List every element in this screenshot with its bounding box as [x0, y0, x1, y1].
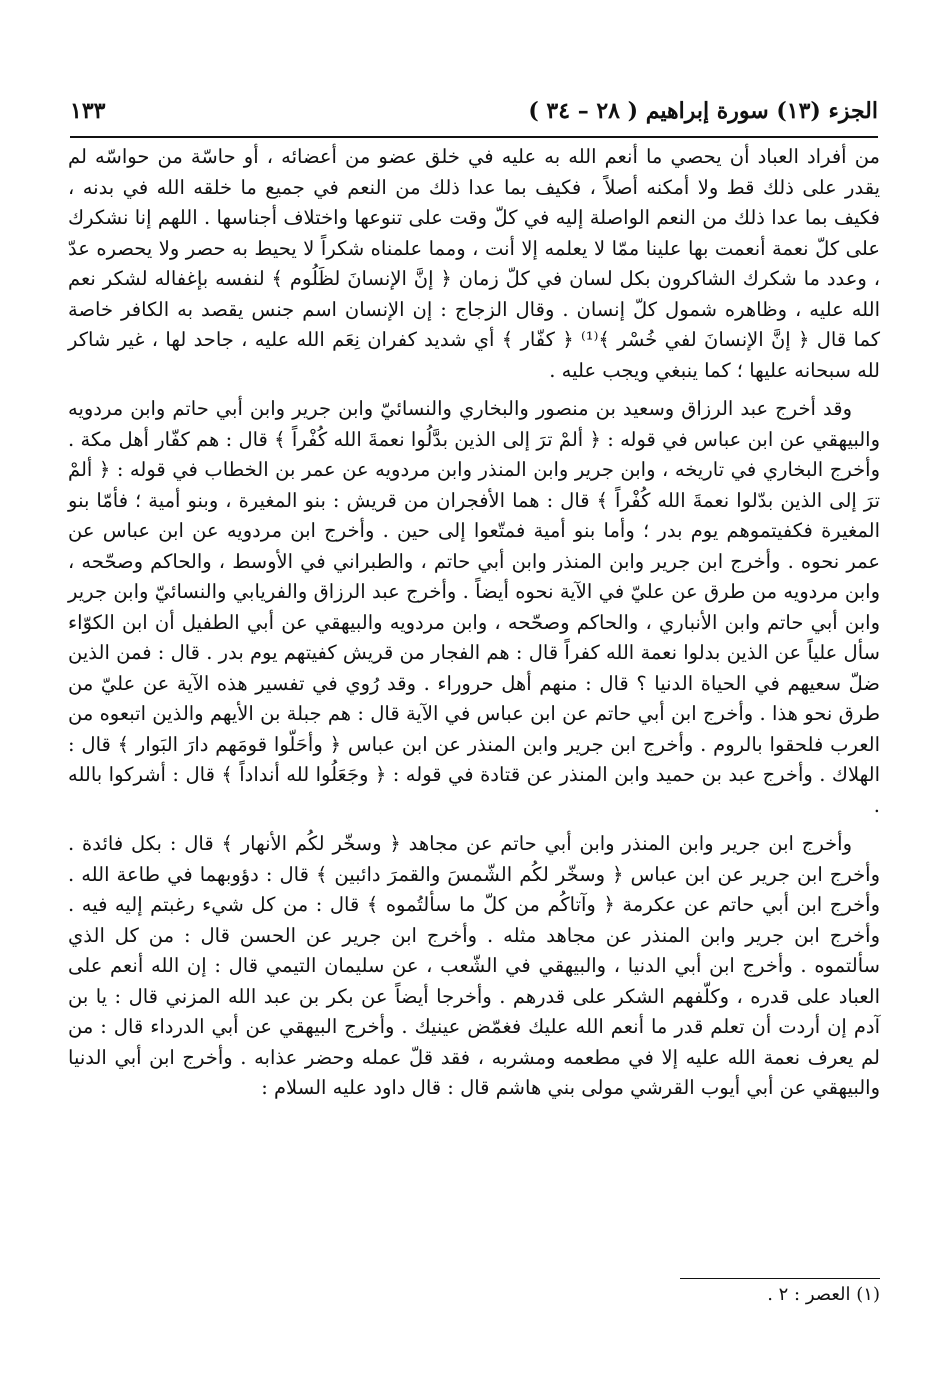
- footnote-divider: [680, 1278, 880, 1279]
- paragraph-3: وأخرج ابن جرير وابن المنذر وابن أبي حاتم عن مجاهد ﴿ وسخّر لكُم الأنهار ﴾ قال : بكل فائدة . وأخرج ابن جرير عن ابن عباس ﴿ وسخّر لكُم الشّمسَ والقمرَ دائبين ﴾ قال : دؤوبهما في طاعة الله . وأخرج ابن أبي حاتم عن عكرمة ﴿ وآتاكُم من كلّ ما سألتُموه ﴾ قال : من كل شيء رغبتم إليه فيه . وأخرج ابن جرير وابن المنذر عن مجاهد مثله . وأخرج ابن جرير عن الحسن قال : من كل الذي سألتموه . وأخرج ابن أبي الدنيا ، والبيهقي في الشّعب ، عن سليمان التيمي قال : إن الله أنعم على العباد على قدره ، وكلّفهم الشكر على قدرهم . وأخرجا أيضاً عن بكر بن عبد الله المزني قال : يا بن آدم إن أردت أن تعلم قدر ما أنعم الله عليك فغمّض عينيك . وأخرج البيهقي عن أبي الدرداء قال : من لم يعرف نعمة الله عليه إلا في مطعمه ومشربه ، فقد قلّ عمله وحضر عذابه . وأخرج ابن أبي الدنيا والبيهقي عن أبي أيوب القرشي مولى بني هاشم قال : قال داود عليه السلام :: [68, 832, 880, 1099]
- paragraph-2: وقد أخرج عبد الرزاق وسعيد بن منصور والبخاري والنسائيّ وابن جرير وابن أبي حاتم وابن مردويه والبيهقي عن ابن عباس في قوله : ﴿ ألمْ ترَ إلى الذين بدَّلُوا نعمةَ الله كُفْراً ﴾ قال : هم كفّار أهل مكة . وأخرج البخاري في تاريخه ، وابن جرير وابن المنذر وابن مردويه عن عمر بن الخطاب في قوله : ﴿ ألمْ ترَ إلى الذين بدّلوا نعمةَ الله كُفْراً ﴾ قال : هما الأفجران من قريش : بنو المغيرة ، وبنو أمية ؛ فأمّا بنو المغيرة فكفيتموهم يوم بدر ؛ وأما بنو أمية فمتّعوا إلى حين . وأخرج ابن مردويه عن ابن عباس عن عمر نحوه . وأخرج ابن جرير وابن المنذر وابن أبي حاتم ، والطبراني في الأوسط ، والحاكم وصحّحه ، وابن مردويه من طرق عن عليّ في الآية نحوه أيضاً . وأخرج عبد الرزاق والفريابي والنسائيّ وابن جرير وابن أبي حاتم وابن الأنباري ، والحاكم وصحّحه ، وابن مردويه والبيهقي عن أبي الطفيل أن ابن الكوّاء سأل علياً عن الذين بدلوا نعمة الله كفراً قال : هم الفجار من قريش كفيتهم يوم بدر . قال : فمن الذين ضلّ سعيهم في الحياة الدنيا ؟ قال : منهم أهل حروراء . وقد رُوي في تفسير هذه الآية عن عليّ من طرق نحو هذا . وأخرج ابن أبي حاتم عن ابن عباس في الآية قال : هم جبلة بن الأيهم والذين اتبعوه من العرب فلحقوا بالروم . وأخرج ابن جرير وابن المنذر عن ابن عباس ﴿ وأحَلّوا قومَهم دارَ البَوار ﴾ قال : الهلاك . وأخرج عبد بن حميد وابن المنذر عن قتادة في قوله : ﴿ وجَعَلُوا لله أنداداً ﴾ قال : أشركوا بالله .: [68, 397, 880, 817]
- main-text: [68, 142, 880, 1104]
- footnote: (١) العصر : ٢ .: [767, 1284, 880, 1305]
- header-divider: [70, 136, 878, 138]
- page-number: ١٣٣: [70, 98, 106, 124]
- running-title: الجزء (١٣) سورة إبراهيم ( ٢٨ – ٣٤ ): [528, 98, 878, 124]
- paragraph-1: من أفراد العباد أن يحصي ما أنعم الله به عليه في خلق عضو من أعضائه ، أو حاسّة من حواسّه لم يقدر على ذلك قط ولا أمكنه أصلاً ، فكيف بما عدا ذلك من النعم في جميع ما خلقه الله في بدنه ، فكيف بما عدا ذلك من النعم الواصلة إليه في كلّ وقت على تنوعها واختلاف أجناسها . اللهم إنا نشكرك على كلّ نعمة أنعمت بها علينا ممّا لا يعلمه إلا أنت ، ومما علمناه شكراً لا يحيط به حصر ولا يحصره عدّ ، وعدد ما شكرك الشاكرون بكل لسان في كلّ زمان ﴿ إنَّ الإنسانَ لظَلُوم ﴾ لنفسه بإغفاله لشكر نعم الله عليه ، وظاهره شمول كلّ إنسان . وقال الزجاج : إن الإنسان اسم جنس يقصد به الكافر خاصة كما قال ﴿ إنَّ الإنسانَ لفي خُسْر ﴾⁽¹⁾ ﴿ كفّار ﴾ أي شديد كفران نِعَم الله عليه ، جاحد لها ، غير شاكر لله سبحانه عليها ؛ كما ينبغي ويجب عليه .: [68, 145, 880, 382]
- page-header: [70, 92, 878, 132]
